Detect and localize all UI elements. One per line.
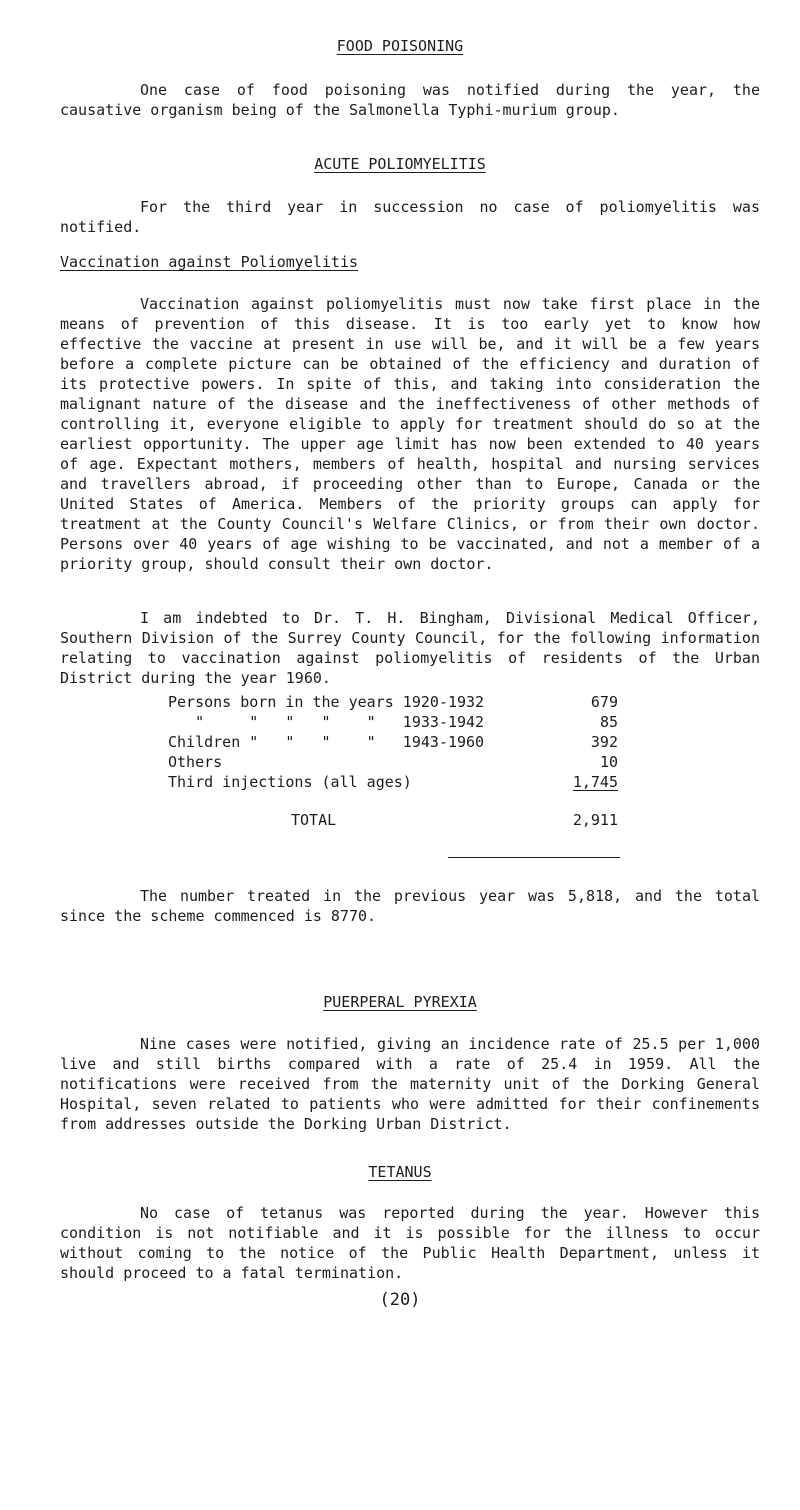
- food-poisoning-paragraph: [60, 80, 760, 120]
- row-count: 10: [599, 753, 618, 771]
- row-count: 392: [590, 733, 618, 751]
- vaccination-table: [168, 692, 618, 834]
- vaccination-paragraph-3: [60, 886, 760, 926]
- tetanus-paragraph: [60, 1203, 760, 1283]
- vaccination-paragraph-1: [60, 294, 760, 574]
- page-number: (20): [379, 1290, 421, 1310]
- vaccination-subheading: Vaccination against Poliomyelitis: [60, 253, 359, 271]
- vaccination-text-2: I am indebted to Dr. T. H. Bingham, Divisional Medical Officer, Southern Division of the Surrey County Council, for the following information relating to vaccination against poliomyelitis of residents of the Urban District during the year 1960.: [60, 609, 760, 687]
- poliomyelitis-paragraph: [60, 197, 760, 237]
- row-count: 1,745: [572, 773, 618, 791]
- puerperal-text: Nine cases were notified, giving an incidence rate of 25.5 per 1,000 live and still births compared with a rate of 25.4 in 1959. All the notifications were received from the maternity unit of the Dorking General Hospital, seven related to patients who were admitted for their confinements from addresses outside the Dorking Urban District.: [60, 1035, 760, 1133]
- total-underline: [448, 857, 620, 858]
- puerperal-heading: PUERPERAL PYREXIA: [323, 993, 477, 1011]
- puerperal-paragraph: [60, 1034, 760, 1134]
- table-row: [168, 772, 618, 792]
- food-poisoning-text: One case of food poisoning was notified during the year, the causative organism being of the Salmonella Typhi-murium group.: [60, 81, 760, 119]
- row-label: Third injections (all ages): [168, 773, 412, 791]
- tetanus-heading: TETANUS: [368, 1163, 432, 1181]
- vaccination-text-1: Vaccination against poliomyelitis must now take first place in the means of prevention of this disease. It is too early yet to know how effective the vaccine at present in use will be, and it will be a few years before a complete picture can be obtained of the efficiency and duration of its protective powers. In spite of this, and taking into consideration the malignant nature of the disease and the ineffectiveness of other methods of controlling it, everyone eligible to apply for treatment should do so at the earliest opportunity. The upper age limit has now been extended to 40 years of age. Expectant mothers, members of health, hospital and nursing services and travellers abroad, if proceeding other than to Europe, Canada or the United States of America. Members of the priority groups can apply for treatment at the County Council's Welfare Clinics, or from their own doctor. Persons over 40 years of age wishing to be vaccinated, and not a member of a priority group, should consult their own doctor.: [60, 295, 760, 573]
- food-poisoning-heading: FOOD POISONING: [336, 37, 464, 55]
- total-count: 2,911: [572, 811, 618, 829]
- row-count: 679: [590, 693, 618, 711]
- table-row: [168, 712, 618, 732]
- total-label: TOTAL: [291, 811, 337, 829]
- table-total-row: [168, 810, 618, 834]
- poliomyelitis-text: For the third year in succession no case of poliomyelitis was notified.: [60, 198, 760, 236]
- row-count: 85: [599, 713, 618, 731]
- row-label: " " " " " 1933-1942: [168, 713, 485, 731]
- vaccination-text-3: The number treated in the previous year was 5,818, and the total since the scheme commenced is 8770.: [60, 887, 760, 925]
- row-label: Children " " " " 1943-1960: [168, 733, 485, 751]
- table-row: [168, 732, 618, 752]
- table-row: [168, 692, 618, 712]
- vaccination-paragraph-2: [60, 608, 760, 688]
- poliomyelitis-heading: ACUTE POLIOMYELITIS: [314, 155, 486, 173]
- tetanus-text: No case of tetanus was reported during the year. However this condition is not notifiable and it is possible for the illness to occur without coming to the notice of the Public Health Department, unless it should proceed to a fatal termination.: [60, 1204, 760, 1282]
- row-label: Persons born in the years 1920-1932: [168, 693, 485, 711]
- row-label: Others: [168, 753, 223, 771]
- table-row: [168, 752, 618, 772]
